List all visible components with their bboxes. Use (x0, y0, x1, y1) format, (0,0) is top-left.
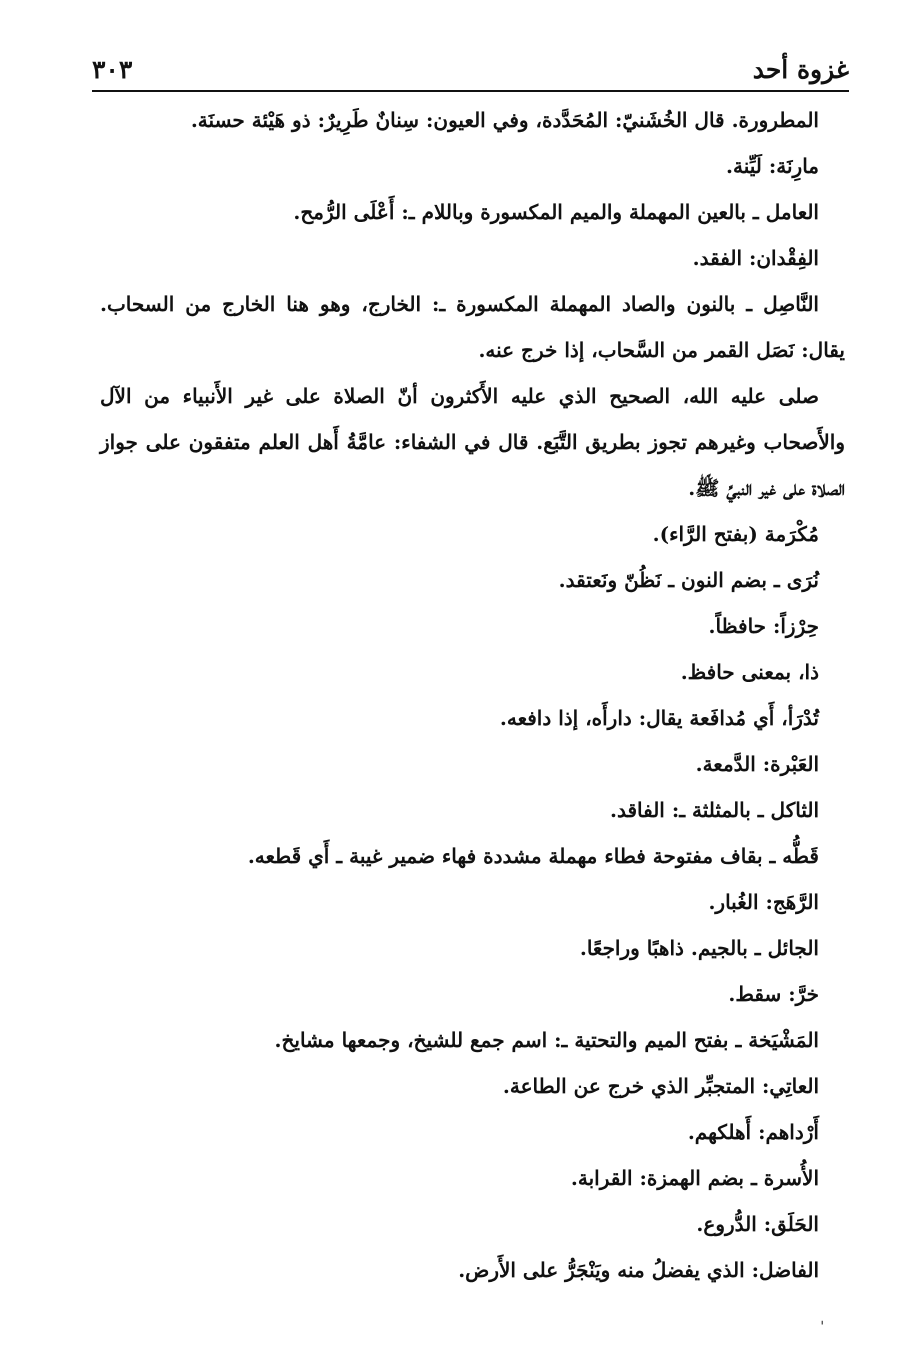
text-line: الجائل ـ بالجيم. ذاهبًا وراجعًا. (579, 936, 819, 960)
text-line: مارِنَة: لَيِّنة. (726, 154, 819, 178)
text-line: ذا، بمعنى حافظ. (680, 660, 819, 684)
text-line: المطرورة. قال الخُشَنيّ: المُحَدَّدة، وفي العيون: سِنانٌ طَرِيرٌ: ذو هَيْئة حسنَة. (190, 108, 819, 132)
text-line: مُكْرَمة (بفتح الرَّاء). (652, 522, 819, 546)
text-line: تُدْرَأ، أَي مُدافَعة يقال: دارأَه، إذا دافعه. (499, 706, 819, 730)
text-line: الأُسرة ـ بضم الهمزة: القرابة. (570, 1166, 819, 1190)
text-line: العاتِي: المتجبِّر الذي خرج عن الطاعة. (502, 1074, 819, 1098)
margin-mark: ˈ (820, 1318, 825, 1337)
text-line: يقال: نَصَل القمر من السَّحاب، إذا خرج عنه. (478, 338, 845, 362)
glossary-body (100, 97, 845, 1293)
text-line: خرَّ: سقط. (728, 982, 819, 1006)
text-line: المَشْيَخة ـ بفتح الميم والتحتية ـ: اسم جمع للشيخ، وجمعها مشايخ. (274, 1028, 819, 1052)
text-line: الصلاة على غير النبيِّ ﷺ. (688, 476, 845, 500)
page-number: ٣٠٣ (92, 55, 133, 84)
text-line: قَطُّه ـ بقاف مفتوحة فطاء مهملة مشددة فهاء ضمير غيبة ـ أَي قَطعه. (247, 844, 819, 868)
text-line: أَرْداهم: أَهلكهم. (687, 1120, 819, 1144)
text-line: العامل ـ بالعين المهملة والميم المكسورة وباللام ـ: أَعْلَى الرُّمح. (293, 200, 819, 224)
text-line: الفِقْدان: الفقد. (692, 246, 819, 270)
text-line: الثاكل ـ بالمثلثة ـ: الفاقد. (609, 798, 819, 822)
chapter-title: غزوة أحد (752, 55, 849, 84)
text-line: صلى عليه الله، الصحيح الذي عليه الأَكثرون أنّ الصلاة على غير الأَنبياء من الآل (100, 384, 819, 408)
text-line: النَّاصِل ـ بالنون والصاد المهملة المكسورة ـ: الخارج، وهو هنا الخارج من السحاب. (100, 292, 819, 316)
text-line: حِرْزاً: حافظاً. (708, 614, 819, 638)
text-line: الفاضل: الذي يفضلُ منه ويَنْجَرُّ على الأَرض. (458, 1258, 819, 1282)
text-line: الرَّهَج: الغُبار. (708, 890, 819, 914)
text-line: العَبْرة: الدَّمعة. (695, 752, 819, 776)
running-header (92, 40, 849, 92)
text-line: نُرَى ـ بضم النون ـ نَظُنّ ونَعتقد. (558, 568, 819, 592)
text-line: الحَلَق: الدُّروع. (696, 1212, 819, 1236)
text-line: والأَصحاب وغيرهم تجوز بطريق التَّبَع. قال في الشفاء: عامَّةُ أَهل العلم متفقون على جواز (100, 430, 845, 454)
